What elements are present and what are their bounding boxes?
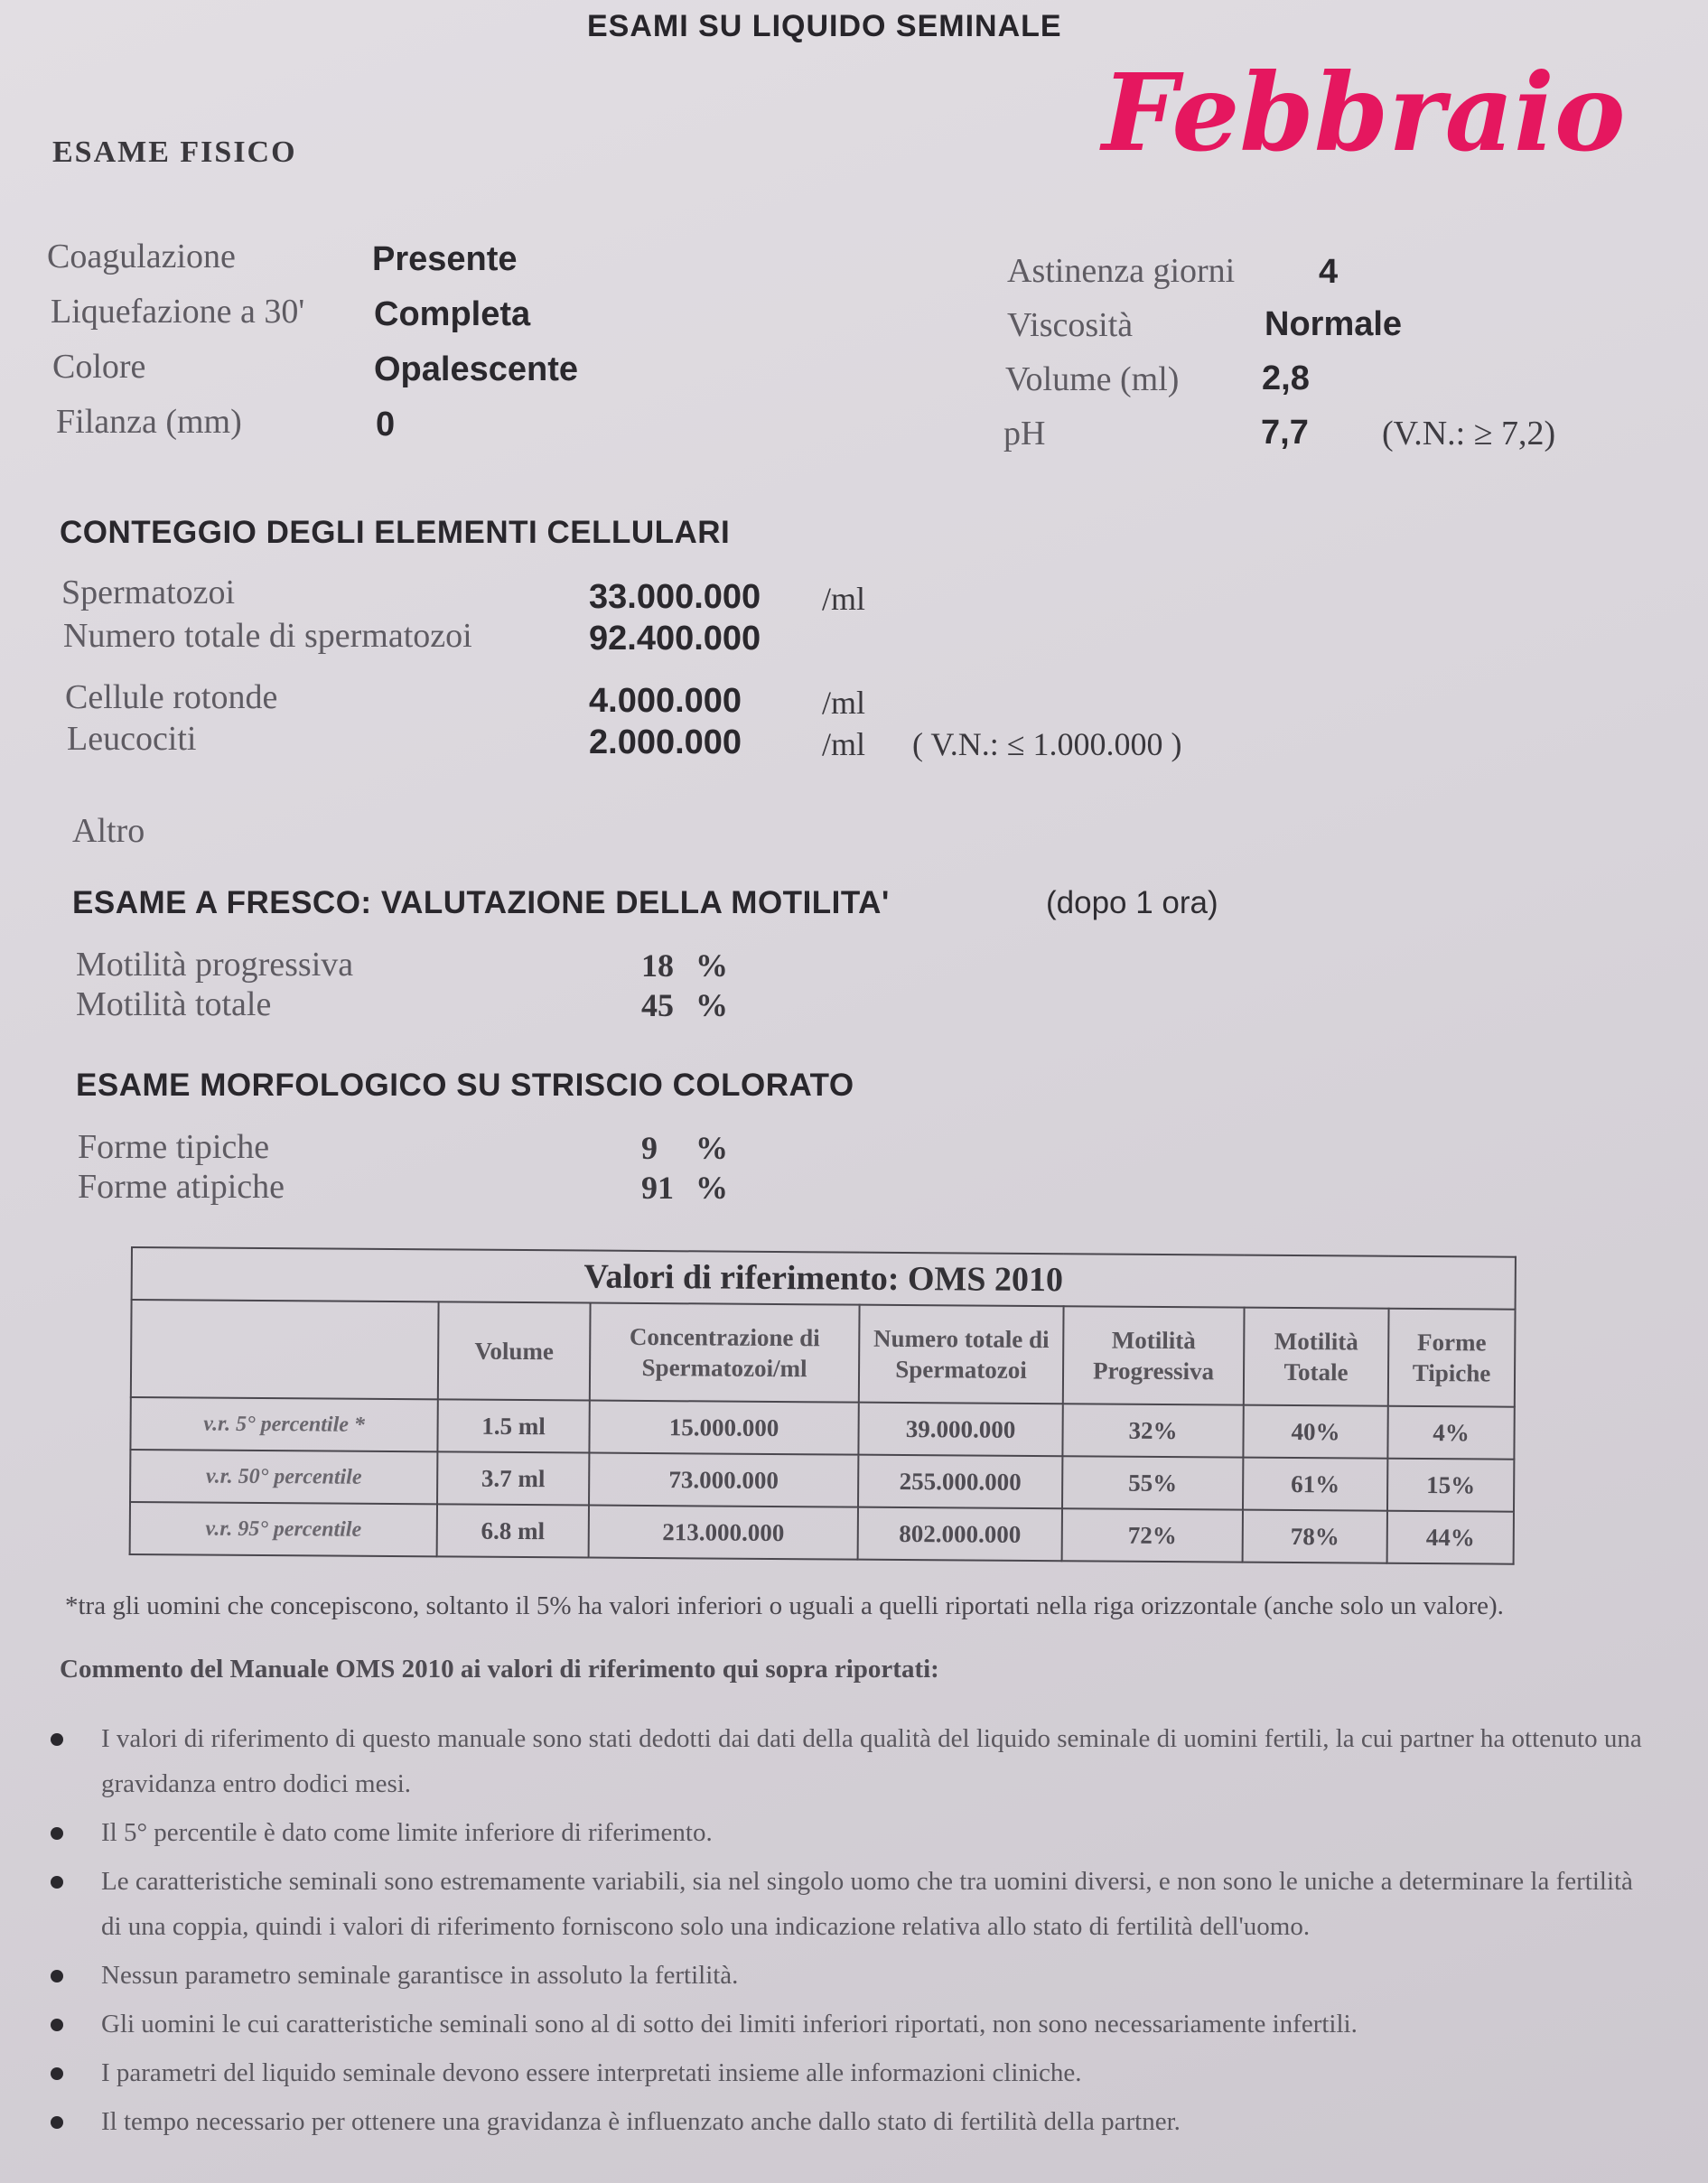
table-cell: 32%: [1062, 1404, 1243, 1457]
document-title: ESAMI SU LIQUIDO SEMINALE: [587, 9, 1062, 43]
cell-count-heading: CONTEGGIO DEGLI ELEMENTI CELLULARI: [60, 515, 731, 550]
ph-value: 7,7: [1261, 414, 1309, 452]
row-label: v.r. 5° percentile *: [130, 1397, 437, 1451]
leukocytes-label: Leucociti: [67, 720, 197, 758]
viscosity-value: Normale: [1265, 305, 1403, 343]
sperm-concentration-unit: /ml: [822, 581, 866, 617]
table-cell: 6.8 ml: [437, 1504, 589, 1557]
list-item: [45, 1810, 1653, 1855]
table-cell: 55%: [1062, 1456, 1243, 1509]
viscosity-label: Viscosità: [1007, 306, 1134, 344]
abstinence-value: 4: [1319, 253, 1339, 291]
progressive-motility-unit: %: [695, 947, 728, 984]
color-value: Opalescente: [374, 350, 578, 388]
table-cell: 61%: [1243, 1458, 1387, 1511]
typical-forms-value: 9: [641, 1130, 658, 1166]
total-sperm-label: Numero totale di spermatozoi: [63, 617, 472, 655]
bullet-icon: [51, 1970, 63, 1982]
total-motility-value: 45: [641, 987, 674, 1023]
total-motility-unit: %: [695, 987, 728, 1023]
bullet-text: Nessun parametro seminale garantisce in assoluto la fertilità.: [101, 1961, 739, 1990]
bullet-text: I valori di riferimento di questo manuale sono stati dedotti dai dati della qualità del liquido seminale di uomini fertili, la cui partner ha ottenuto una gravidanza entro dodici mesi.: [101, 1724, 1642, 1798]
atypical-forms-label: Forme atipiche: [78, 1168, 285, 1206]
bullet-icon: [51, 2067, 63, 2080]
table-footnote: *tra gli uomini che concepiscono, soltanto il 5% ha valori inferiori o uguali a quelli riportati nella riga orizzontale (anche solo un valore).: [65, 1591, 1504, 1620]
month-stamp: Febbraio: [1102, 50, 1626, 175]
table-cell: 3.7 ml: [437, 1451, 589, 1505]
typical-forms-unit: %: [695, 1130, 728, 1166]
bullet-text: Il 5° percentile è dato come limite inferiore di riferimento.: [101, 1818, 713, 1847]
ph-label: pH: [1003, 415, 1046, 452]
color-label: Colore: [52, 348, 146, 386]
table-cell: 4%: [1387, 1406, 1514, 1460]
header-total-number: Numero totale di Spermatozoi: [859, 1305, 1064, 1404]
table-cell: 44%: [1387, 1511, 1514, 1564]
table-header-row: [131, 1300, 1516, 1407]
morphology-heading: ESAME MORFOLOGICO SU STRISCIO COLORATO: [76, 1068, 854, 1103]
list-item: [45, 1716, 1653, 1806]
table-cell: 255.000.000: [858, 1455, 1062, 1509]
physical-exam-heading: ESAME FISICO: [52, 135, 297, 169]
table-row: [130, 1397, 1514, 1460]
ph-normal-range: (V.N.: ≥ 7,2): [1382, 415, 1556, 452]
row-label: v.r. 50° percentile: [130, 1450, 437, 1504]
table-cell: 1.5 ml: [437, 1399, 589, 1452]
bullet-icon: [51, 2019, 63, 2031]
volume-value: 2,8: [1262, 359, 1310, 397]
leukocytes-unit: /ml: [822, 726, 866, 762]
liquefaction-value: Completa: [374, 295, 531, 333]
progressive-motility-value: 18: [641, 947, 674, 984]
table-cell: 40%: [1243, 1405, 1387, 1459]
table-cell: 39.000.000: [858, 1403, 1062, 1457]
comment-bullet-list: [45, 1716, 1653, 2148]
coagulation-label: Coagulazione: [47, 238, 236, 275]
leukocytes-normal-range: ( V.N.: ≤ 1.000.000 ): [912, 726, 1182, 762]
row-label: v.r. 95° percentile: [130, 1502, 437, 1556]
total-motility-label: Motilità totale: [76, 985, 272, 1023]
table-cell: 72%: [1062, 1508, 1243, 1562]
sperm-concentration-value: 33.000.000: [589, 578, 761, 616]
sperm-concentration-label: Spermatozoi: [61, 574, 236, 611]
bullet-icon: [51, 1733, 63, 1746]
header-typical-forms: Forme Tipiche: [1388, 1309, 1516, 1407]
bullet-text: Le caratteristiche seminali sono estremamente variabili, sia nel singolo uomo che tra uomini diversi, e non sono le uniche a determinare la fertilità di una coppia, quindi i valori di riferimento forniscono solo una indicazione relativa allo stato di fertilità dell'uomo.: [101, 1867, 1633, 1941]
coagulation-value: Presente: [372, 240, 518, 278]
list-item: [45, 1953, 1653, 1998]
table-cell: 73.000.000: [589, 1453, 858, 1507]
bullet-icon: [51, 1827, 63, 1840]
list-item: [45, 2099, 1653, 2144]
motility-heading: ESAME A FRESCO: VALUTAZIONE DELLA MOTILITA': [72, 885, 890, 920]
table-caption: Valori di riferimento: OMS 2010: [132, 1247, 1516, 1310]
list-item: [45, 2050, 1653, 2095]
volume-label: Volume (ml): [1005, 360, 1180, 398]
table-cell: 802.000.000: [858, 1507, 1062, 1562]
header-volume: Volume: [438, 1301, 591, 1400]
spinnbarkeit-label: Filanza (mm): [56, 403, 242, 441]
abstinence-label: Astinenza giorni: [1007, 252, 1236, 290]
bullet-icon: [51, 2116, 63, 2129]
liquefaction-label: Liquefazione a 30': [51, 293, 305, 331]
bullet-icon: [51, 1876, 63, 1889]
typical-forms-label: Forme tipiche: [78, 1128, 270, 1166]
bullet-text: Gli uomini le cui caratteristiche seminali sono al di sotto dei limiti inferiori riportati, non sono necessariamente infertili.: [101, 2010, 1358, 2038]
table-cell: 78%: [1243, 1510, 1387, 1563]
table-cell: 15.000.000: [589, 1401, 858, 1455]
spinnbarkeit-value: 0: [376, 406, 396, 443]
reference-values-table: [129, 1246, 1517, 1565]
bullet-text: Il tempo necessario per ottenere una gravidanza è influenzato anche dallo stato di fertilità della partner.: [101, 2107, 1181, 2136]
header-total-motility: Motilità Totale: [1244, 1308, 1389, 1406]
table-row: [130, 1502, 1514, 1564]
table-cell: 213.000.000: [589, 1506, 858, 1560]
motility-timing-note: (dopo 1 ora): [1046, 885, 1218, 920]
table-row: [130, 1450, 1514, 1512]
comment-title: Commento del Manuale OMS 2010 ai valori di riferimento qui sopra riportati:: [60, 1655, 939, 1684]
round-cells-value: 4.000.000: [589, 682, 742, 720]
progressive-motility-label: Motilità progressiva: [76, 946, 354, 984]
header-empty: [131, 1300, 439, 1399]
atypical-forms-unit: %: [695, 1170, 728, 1206]
list-item: [45, 1859, 1653, 1949]
header-concentration: Concentrazione di Spermatozoi/ml: [590, 1303, 860, 1403]
other-label: Altro: [72, 812, 145, 850]
atypical-forms-value: 91: [641, 1170, 674, 1206]
total-sperm-value: 92.400.000: [589, 620, 761, 658]
leukocytes-value: 2.000.000: [589, 723, 742, 761]
round-cells-unit: /ml: [822, 685, 866, 721]
bullet-text: I parametri del liquido seminale devono essere interpretati insieme alle informazioni cliniche.: [101, 2058, 1082, 2087]
round-cells-label: Cellule rotonde: [65, 678, 278, 716]
list-item: [45, 2001, 1653, 2047]
table-cell: 15%: [1387, 1459, 1514, 1512]
header-progressive-motility: Motilità Progressiva: [1063, 1306, 1245, 1404]
